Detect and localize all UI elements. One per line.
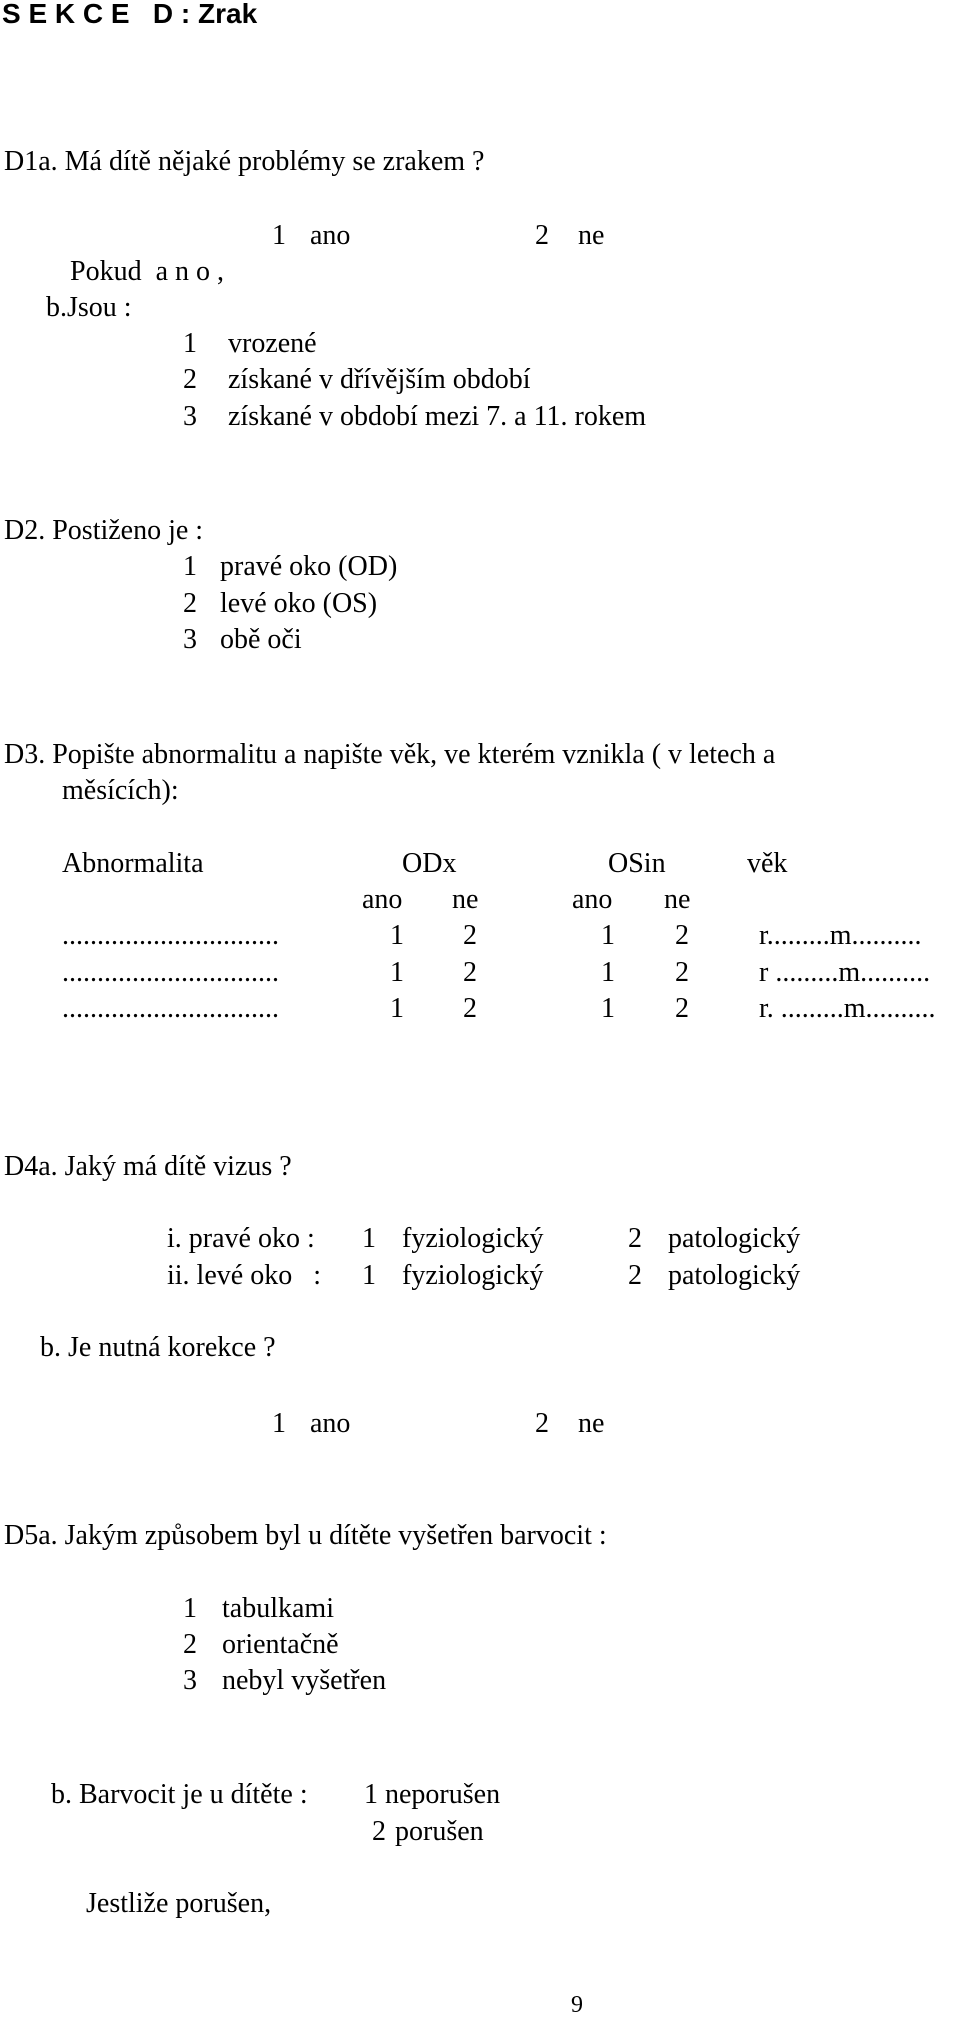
d5-sub-option-label: neporušen xyxy=(385,1779,501,1810)
d3-row-os-yes: 1 xyxy=(601,993,615,1024)
d1-yes-number: 1 xyxy=(272,220,286,251)
d4-question: D4a. Jaký má dítě vizus ? xyxy=(4,1151,292,1182)
d1-option-number: 2 xyxy=(183,364,197,395)
d3-row-os-yes: 1 xyxy=(601,957,615,988)
d3-subheader-od-no: ne xyxy=(452,884,479,915)
d1-sub-label: b.Jsou : xyxy=(46,292,132,323)
d1-no-number: 2 xyxy=(535,220,549,251)
d2-option-number: 2 xyxy=(183,588,197,619)
d4-no-number: 2 xyxy=(535,1408,549,1439)
d3-question-line2: měsících): xyxy=(62,775,179,806)
d5-sub-option-number: 1 xyxy=(364,1779,378,1810)
d4-eye-label: i. pravé oko : xyxy=(167,1223,315,1254)
d4-option-number: 1 xyxy=(362,1260,376,1291)
d3-subheader-os-yes: ano xyxy=(572,884,613,915)
d1-option-label: získané v dřívějším období xyxy=(228,364,531,395)
d3-row-od-yes: 1 xyxy=(390,993,404,1024)
d4-option-number: 2 xyxy=(628,1260,642,1291)
d4-option-number: 1 xyxy=(362,1223,376,1254)
d3-row-os-no: 2 xyxy=(675,957,689,988)
d5-question: D5a. Jakým způsobem byl u dítěte vyšetřen barvocit : xyxy=(4,1520,607,1551)
d3-question-line1: D3. Popište abnormalitu a napište věk, ve kterém vznikla ( v letech a xyxy=(4,739,776,770)
d3-row-os-no: 2 xyxy=(675,920,689,951)
d4-eye-label: ii. levé oko : xyxy=(167,1260,321,1291)
d1-option-number: 3 xyxy=(183,401,197,432)
d4-yes-label: ano xyxy=(310,1408,351,1439)
d3-header-abnormality: Abnormalita xyxy=(62,848,204,879)
d5-if-damaged: Jestliže porušen, xyxy=(86,1888,272,1919)
d3-row-age: r. .........m.......... xyxy=(759,993,936,1024)
d2-option-number: 1 xyxy=(183,551,197,582)
d3-row-od-no: 2 xyxy=(463,993,477,1024)
d5-option-number: 2 xyxy=(183,1629,197,1660)
d3-row-os-yes: 1 xyxy=(601,920,615,951)
d2-question: D2. Postiženo je : xyxy=(4,515,204,546)
d2-option-label: levé oko (OS) xyxy=(220,588,378,619)
d5-sub-option-number: 2 xyxy=(372,1816,386,1847)
d3-subheader-os-no: ne xyxy=(664,884,691,915)
d1-yes-label: ano xyxy=(310,220,351,251)
d3-row-age: r.........m.......... xyxy=(759,920,922,951)
d3-row-od-no: 2 xyxy=(463,920,477,951)
d3-row-od-no: 2 xyxy=(463,957,477,988)
d2-option-label: pravé oko (OD) xyxy=(220,551,398,582)
d4-yes-number: 1 xyxy=(272,1408,286,1439)
d4-option-label: patologický xyxy=(668,1260,801,1291)
d4-option-label: fyziologický xyxy=(402,1223,544,1254)
d1-option-number: 1 xyxy=(183,328,197,359)
d3-row-blank: ............................... xyxy=(62,957,279,988)
d1-no-label: ne xyxy=(578,220,605,251)
d5-sub-option-label: porušen xyxy=(395,1816,484,1847)
page-number: 9 xyxy=(571,1992,583,2018)
d5-option-number: 3 xyxy=(183,1665,197,1696)
d3-header-os: OSin xyxy=(608,848,666,879)
d3-header-age: věk xyxy=(747,848,788,879)
d3-row-od-yes: 1 xyxy=(390,920,404,951)
d3-subheader-od-yes: ano xyxy=(362,884,403,915)
d3-header-od: ODx xyxy=(402,848,457,879)
d4-option-label: patologický xyxy=(668,1223,801,1254)
d3-row-blank: ............................... xyxy=(62,920,279,951)
d5-sub-question: b. Barvocit je u dítěte : xyxy=(51,1779,308,1810)
section-title: S E K C E D : Zrak xyxy=(2,0,258,29)
d5-option-label: tabulkami xyxy=(222,1593,334,1624)
d1-if-yes: Pokud a n o , xyxy=(70,256,224,287)
d1-question: D1a. Má dítě nějaké problémy se zrakem ? xyxy=(4,146,485,177)
d2-option-label: obě oči xyxy=(220,624,302,655)
d1-option-label: vrozené xyxy=(228,328,317,359)
d3-row-os-no: 2 xyxy=(675,993,689,1024)
d3-row-od-yes: 1 xyxy=(390,957,404,988)
d5-option-label: orientačně xyxy=(222,1629,339,1660)
d3-row-blank: ............................... xyxy=(62,993,279,1024)
d4-option-number: 2 xyxy=(628,1223,642,1254)
d1-option-label: získané v období mezi 7. a 11. rokem xyxy=(228,401,647,432)
d4-option-label: fyziologický xyxy=(402,1260,544,1291)
d5-option-label: nebyl vyšetřen xyxy=(222,1665,387,1696)
d4-no-label: ne xyxy=(578,1408,605,1439)
d5-option-number: 1 xyxy=(183,1593,197,1624)
d4-sub-question: b. Je nutná korekce ? xyxy=(40,1332,276,1363)
d2-option-number: 3 xyxy=(183,624,197,655)
d3-row-age: r .........m.......... xyxy=(759,957,931,988)
